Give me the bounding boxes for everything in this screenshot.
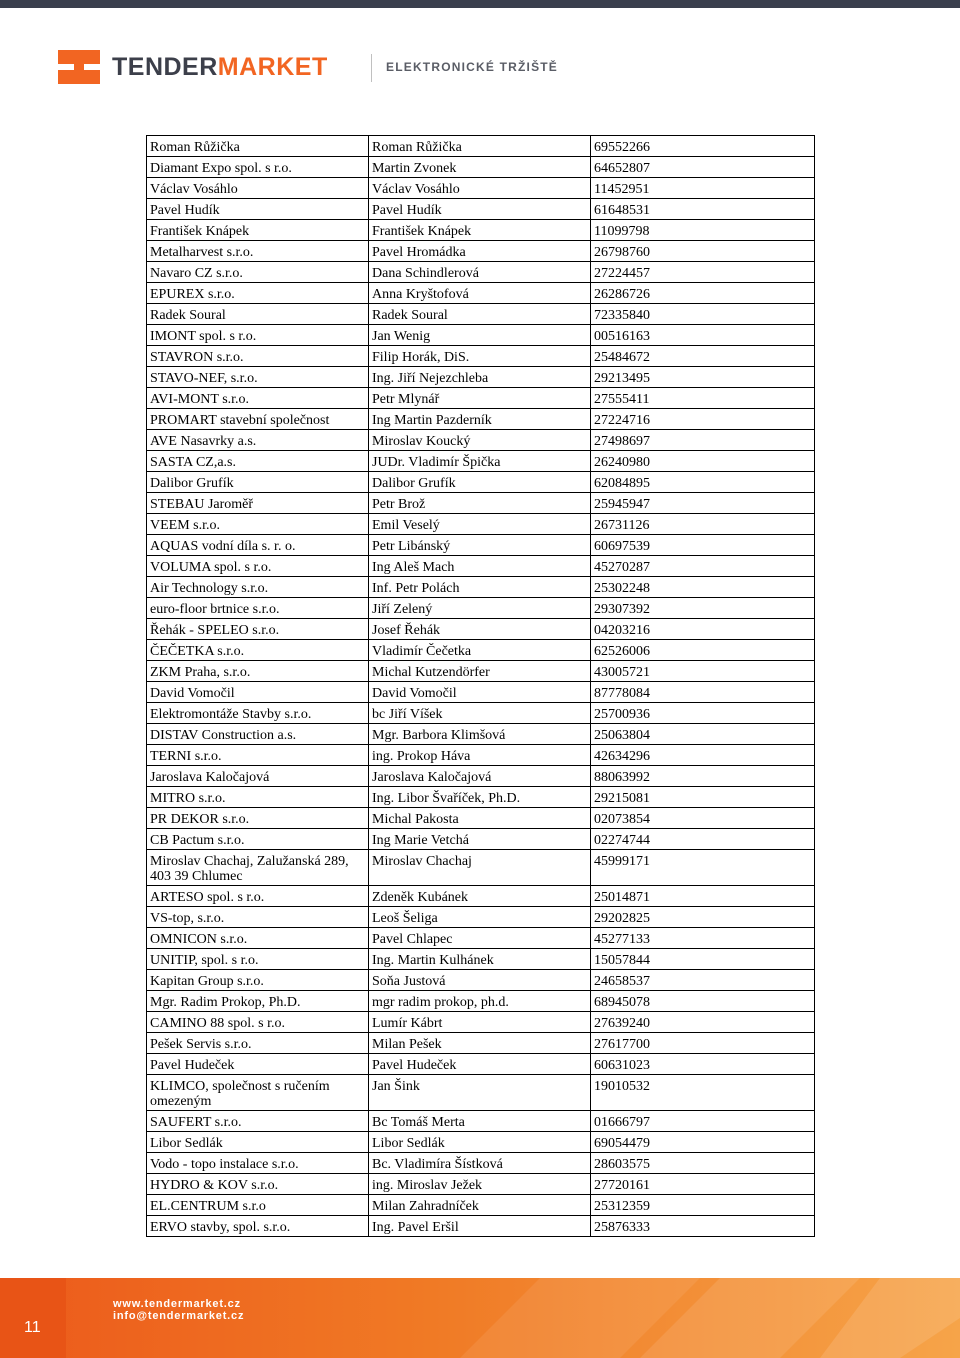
contact-cell: Dalibor Grufík (369, 472, 591, 493)
company-cell: MITRO s.r.o. (147, 787, 369, 808)
ico-cell: 45999171 (591, 850, 815, 886)
contact-cell: Pavel Hudeček (369, 1054, 591, 1075)
table-row (147, 682, 815, 703)
company-cell: Dalibor Grufík (147, 472, 369, 493)
company-cell: ZKM Praha, s.r.o. (147, 661, 369, 682)
ico-cell: 29202825 (591, 907, 815, 928)
table-row (147, 808, 815, 829)
company-cell: Diamant Expo spol. s r.o. (147, 157, 369, 178)
table-row (147, 451, 815, 472)
contact-cell: Mgr. Barbora Klimšová (369, 724, 591, 745)
ico-cell: 27720161 (591, 1174, 815, 1195)
ico-cell: 60697539 (591, 535, 815, 556)
company-cell: Pešek Servis s.r.o. (147, 1033, 369, 1054)
contact-cell: ing. Miroslav Ježek (369, 1174, 591, 1195)
table-row (147, 1012, 815, 1033)
table-row (147, 745, 815, 766)
ico-cell: 87778084 (591, 682, 815, 703)
company-cell: AQUAS vodní díla s. r. o. (147, 535, 369, 556)
table-row (147, 928, 815, 949)
company-cell: IMONT spol. s r.o. (147, 325, 369, 346)
ico-cell: 62526006 (591, 640, 815, 661)
table-row (147, 493, 815, 514)
ico-cell: 26240980 (591, 451, 815, 472)
company-cell: STEBAU Jaroměř (147, 493, 369, 514)
email-link[interactable]: info@tendermarket.cz (113, 1310, 245, 1322)
company-cell: Roman Růžička (147, 136, 369, 157)
ico-cell: 11099798 (591, 220, 815, 241)
table-row (147, 886, 815, 907)
ico-cell: 25700936 (591, 703, 815, 724)
ico-cell: 01666797 (591, 1111, 815, 1132)
contact-cell: Filip Horák, DiS. (369, 346, 591, 367)
contact-cell: František Knápek (369, 220, 591, 241)
contact-cell: Václav Vosáhlo (369, 178, 591, 199)
ico-cell: 69552266 (591, 136, 815, 157)
table-row (147, 661, 815, 682)
contact-cell: David Vomočil (369, 682, 591, 703)
contact-cell: Lumír Kábrt (369, 1012, 591, 1033)
ico-cell: 00516163 (591, 325, 815, 346)
ico-cell: 02274744 (591, 829, 815, 850)
contact-cell: Dana Schindlerová (369, 262, 591, 283)
company-cell: SAUFERT s.r.o. (147, 1111, 369, 1132)
company-cell: AVI-MONT s.r.o. (147, 388, 369, 409)
brand-name-part2: MARKET (217, 53, 328, 81)
table-row (147, 1153, 815, 1174)
table-row (147, 1075, 815, 1111)
ico-cell: 27224716 (591, 409, 815, 430)
table-row (147, 991, 815, 1012)
company-cell: Řehák - SPELEO s.r.o. (147, 619, 369, 640)
company-cell: Miroslav Chachaj, Zalužanská 289, 403 39 Chlumec (147, 850, 369, 886)
ico-cell: 27224457 (591, 262, 815, 283)
ico-cell: 64652807 (591, 157, 815, 178)
table-row (147, 514, 815, 535)
table-row (147, 949, 815, 970)
ico-cell: 45270287 (591, 556, 815, 577)
ico-cell: 69054479 (591, 1132, 815, 1153)
table-row (147, 136, 815, 157)
footer-contact (113, 1298, 244, 1322)
contact-cell: Jaroslava Kaločajová (369, 766, 591, 787)
company-cell: Air Technology s.r.o. (147, 577, 369, 598)
table-row (147, 199, 815, 220)
table-row (147, 1216, 815, 1237)
ico-cell: 26731126 (591, 514, 815, 535)
company-cell: VS-top, s.r.o. (147, 907, 369, 928)
table-row (147, 850, 815, 886)
ico-cell: 25302248 (591, 577, 815, 598)
ico-cell: 27555411 (591, 388, 815, 409)
contact-cell: bc Jiří Víšek (369, 703, 591, 724)
company-cell: STAVRON s.r.o. (147, 346, 369, 367)
table-row (147, 388, 815, 409)
company-cell: PROMART stavební společnost (147, 409, 369, 430)
ico-cell: 62084895 (591, 472, 815, 493)
contact-cell: Ing. Pavel Eršil (369, 1216, 591, 1237)
ico-cell: 25484672 (591, 346, 815, 367)
company-cell: HYDRO & KOV s.r.o. (147, 1174, 369, 1195)
table-row (147, 907, 815, 928)
company-cell: Vodo - topo instalace s.r.o. (147, 1153, 369, 1174)
table-row (147, 829, 815, 850)
contact-cell: Pavel Hudík (369, 199, 591, 220)
contact-cell: Ing Martin Pazderník (369, 409, 591, 430)
contact-cell: Petr Brož (369, 493, 591, 514)
top-border-bar (0, 0, 960, 8)
company-cell: Jaroslava Kaločajová (147, 766, 369, 787)
ico-cell: 68945078 (591, 991, 815, 1012)
table-row (147, 970, 815, 991)
company-cell: KLIMCO, společnost s ručením omezeným (147, 1075, 369, 1111)
contact-cell: Vladimír Čečetka (369, 640, 591, 661)
ico-cell: 11452951 (591, 178, 815, 199)
table-row (147, 619, 815, 640)
table-row (147, 304, 815, 325)
ico-cell: 25312359 (591, 1195, 815, 1216)
contact-cell: Milan Pešek (369, 1033, 591, 1054)
contact-cell: ing. Prokop Háva (369, 745, 591, 766)
company-cell: EL.CENTRUM s.r.o (147, 1195, 369, 1216)
table-row (147, 472, 815, 493)
ico-cell: 61648531 (591, 199, 815, 220)
ico-cell: 24658537 (591, 970, 815, 991)
table-row (147, 1195, 815, 1216)
contact-cell: Jiří Zelený (369, 598, 591, 619)
company-cell: ARTESO spol. s r.o. (147, 886, 369, 907)
page-number: 11 (24, 1319, 41, 1336)
company-cell: Libor Sedlák (147, 1132, 369, 1153)
contact-cell: Ing Aleš Mach (369, 556, 591, 577)
table-row (147, 640, 815, 661)
company-cell: euro-floor brtnice s.r.o. (147, 598, 369, 619)
ico-cell: 72335840 (591, 304, 815, 325)
brand-name (112, 52, 328, 82)
table-row (147, 535, 815, 556)
contact-cell: Josef Řehák (369, 619, 591, 640)
table-row (147, 556, 815, 577)
contact-cell: Bc. Vladimíra Šístková (369, 1153, 591, 1174)
table-row (147, 241, 815, 262)
ico-cell: 29215081 (591, 787, 815, 808)
contact-cell: Miroslav Koucký (369, 430, 591, 451)
company-cell: SASTA CZ,a.s. (147, 451, 369, 472)
contact-cell: Emil Veselý (369, 514, 591, 535)
table-row (147, 1054, 815, 1075)
table-row (147, 703, 815, 724)
company-cell: CB Pactum s.r.o. (147, 829, 369, 850)
company-cell: ČEČETKA s.r.o. (147, 640, 369, 661)
contact-cell: Zdeněk Kubánek (369, 886, 591, 907)
company-cell: Radek Soural (147, 304, 369, 325)
company-cell: Mgr. Radim Prokop, Ph.D. (147, 991, 369, 1012)
ico-cell: 25876333 (591, 1216, 815, 1237)
ico-cell: 25063804 (591, 724, 815, 745)
table-row (147, 178, 815, 199)
contact-cell: Jan Šink (369, 1075, 591, 1111)
ico-cell: 25945947 (591, 493, 815, 514)
table-row (147, 157, 815, 178)
ico-cell: 60631023 (591, 1054, 815, 1075)
contact-cell: Soňa Justová (369, 970, 591, 991)
company-cell: OMNICON s.r.o. (147, 928, 369, 949)
table-row (147, 1174, 815, 1195)
company-cell: UNITIP, spol. s r.o. (147, 949, 369, 970)
contact-cell: Anna Kryštofová (369, 283, 591, 304)
contact-cell: Ing Marie Vetchá (369, 829, 591, 850)
company-cell: CAMINO 88 spol. s r.o. (147, 1012, 369, 1033)
table-row (147, 409, 815, 430)
contact-cell: Ing. Jiří Nejezchleba (369, 367, 591, 388)
company-cell: Metalharvest s.r.o. (147, 241, 369, 262)
contact-cell: Radek Soural (369, 304, 591, 325)
ico-cell: 15057844 (591, 949, 815, 970)
contact-cell: Inf. Petr Polách (369, 577, 591, 598)
table-row (147, 262, 815, 283)
table-row (147, 346, 815, 367)
ico-cell: 26286726 (591, 283, 815, 304)
page-footer (0, 1278, 960, 1358)
ico-cell: 45277133 (591, 928, 815, 949)
table-row (147, 1111, 815, 1132)
contact-cell: Milan Zahradníček (369, 1195, 591, 1216)
table-row (147, 598, 815, 619)
company-cell: Václav Vosáhlo (147, 178, 369, 199)
website-link[interactable]: www.tendermarket.cz (113, 1298, 241, 1310)
ico-cell: 29307392 (591, 598, 815, 619)
ico-cell: 29213495 (591, 367, 815, 388)
contact-cell: Michal Kutzendörfer (369, 661, 591, 682)
ico-cell: 27639240 (591, 1012, 815, 1033)
contact-cell: mgr radim prokop, ph.d. (369, 991, 591, 1012)
contact-cell: JUDr. Vladimír Špička (369, 451, 591, 472)
ico-cell: 42634296 (591, 745, 815, 766)
table-row (147, 430, 815, 451)
contact-cell: Pavel Chlapec (369, 928, 591, 949)
ico-cell: 04203216 (591, 619, 815, 640)
supplier-table-body (147, 136, 815, 1237)
table-row (147, 1033, 815, 1054)
table-row (147, 724, 815, 745)
brand-name-part1: TENDER (112, 53, 218, 81)
company-cell: VOLUMA spol. s r.o. (147, 556, 369, 577)
ico-cell: 28603575 (591, 1153, 815, 1174)
contact-cell: Petr Mlynář (369, 388, 591, 409)
ico-cell: 27498697 (591, 430, 815, 451)
contact-cell: Roman Růžička (369, 136, 591, 157)
company-cell: František Knápek (147, 220, 369, 241)
table-row (147, 1132, 815, 1153)
contact-cell: Jan Wenig (369, 325, 591, 346)
table-row (147, 325, 815, 346)
brand-tagline: ELEKTRONICKÉ TRŽIŠTĚ (386, 60, 559, 74)
contact-cell: Michal Pakosta (369, 808, 591, 829)
contact-cell: Martin Zvonek (369, 157, 591, 178)
ico-cell: 88063992 (591, 766, 815, 787)
company-cell: David Vomočil (147, 682, 369, 703)
contact-cell: Libor Sedlák (369, 1132, 591, 1153)
company-cell: Elektromontáže Stavby s.r.o. (147, 703, 369, 724)
logo-divider (371, 54, 372, 82)
contact-cell: Miroslav Chachaj (369, 850, 591, 886)
contact-cell: Ing. Martin Kulhánek (369, 949, 591, 970)
company-cell: Pavel Hudík (147, 199, 369, 220)
company-cell: DISTAV Construction a.s. (147, 724, 369, 745)
ico-cell: 25014871 (591, 886, 815, 907)
company-cell: PR DEKOR s.r.o. (147, 808, 369, 829)
table-row (147, 766, 815, 787)
company-cell: TERNI s.r.o. (147, 745, 369, 766)
ico-cell: 19010532 (591, 1075, 815, 1111)
contact-cell: Bc Tomáš Merta (369, 1111, 591, 1132)
ico-cell: 27617700 (591, 1033, 815, 1054)
contact-cell: Pavel Hromádka (369, 241, 591, 262)
contact-cell: Leoš Šeliga (369, 907, 591, 928)
supplier-table (146, 135, 815, 1237)
table-row (147, 787, 815, 808)
company-cell: Kapitan Group s.r.o. (147, 970, 369, 991)
ico-cell: 02073854 (591, 808, 815, 829)
table-row (147, 220, 815, 241)
table-row (147, 283, 815, 304)
tendermarket-logo-icon (58, 50, 100, 84)
company-cell: STAVO-NEF, s.r.o. (147, 367, 369, 388)
company-cell: Pavel Hudeček (147, 1054, 369, 1075)
contact-cell: Ing. Libor Švaříček, Ph.D. (369, 787, 591, 808)
company-cell: AVE Nasavrky a.s. (147, 430, 369, 451)
ico-cell: 43005721 (591, 661, 815, 682)
company-cell: VEEM s.r.o. (147, 514, 369, 535)
contact-cell: Petr Libánský (369, 535, 591, 556)
ico-cell: 26798760 (591, 241, 815, 262)
company-cell: Navaro CZ s.r.o. (147, 262, 369, 283)
company-cell: EPUREX s.r.o. (147, 283, 369, 304)
table-row (147, 367, 815, 388)
table-row (147, 577, 815, 598)
company-cell: ERVO stavby, spol. s.r.o. (147, 1216, 369, 1237)
